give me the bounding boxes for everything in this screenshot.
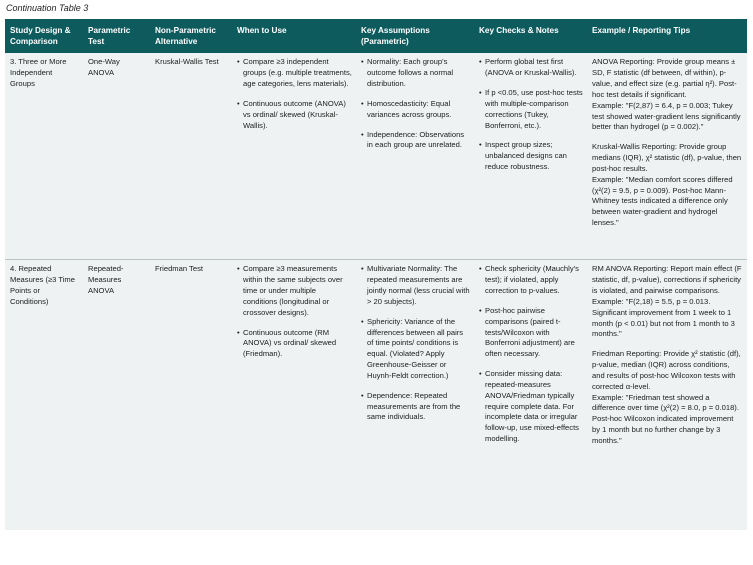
cell-when [232,53,356,260]
header-key-assumptions: Key Assumptions (Parametric) [356,19,474,53]
reporting-text: Friedman Reporting: Provide χ² statistic (df), p-value, median (IQR) across conditions, and results of post-hoc Wilcoxon tests with corrected α-level. [592,349,741,391]
cell-design: 4. Repeated Measures (≥3 Time Points or Conditions) [5,260,83,531]
statistical-tests-table [5,19,747,530]
list-item: • Multivariate Normality: The repeated measurements are jointly normal (less crucial with > 20 subjects). [361,264,470,307]
reporting-example: Example: "Median comfort scores differed (χ²(2) = 9.5, p = 0.009). Post-hoc Mann-Whitney tests indicated a difference only between water-gradient and hydrogel lenses." [592,174,733,228]
header-when-to-use: When to Use [232,19,356,53]
cell-assumptions [356,260,474,531]
list-item: • Post-hoc pairwise comparisons (paired t-tests/Wilcoxon with Bonferroni adjustment) are often necessary. [479,306,583,360]
cell-parametric: Repeated-Measures ANOVA [83,260,150,531]
list-item: • Continuous outcome (ANOVA) vs ordinal/ skewed (Kruskal-Wallis). [237,99,352,132]
cell-when [232,260,356,531]
header-parametric-test: Parametric Test [83,19,150,53]
list-item: • Homoscedasticity: Equal variances across groups. [361,99,470,121]
table-row [5,260,747,531]
reporting-text: Kruskal-Wallis Reporting: Provide group medians (IQR), χ² statistic (df), p-value, then post-hoc results. [592,142,742,173]
reporting-example: Example: "Friedman test showed a difference over time (χ²(2) = 8.0, p = 0.018). Post-hoc Wilcoxon indicated improvement by 1 month but no further change by 3 months." [592,392,739,445]
list-item: • Inspect group sizes; unbalanced designs can reduce robustness. [479,140,583,173]
list-item: • Compare ≥3 measurements within the same subjects over time or under multiple conditions (longitudinal or crossover designs). [237,264,352,318]
table-row [5,53,747,260]
cell-example [587,53,747,260]
list-item: • If p <0.05, use post-hoc tests with multiple-comparison corrections (Tukey, Bonferroni, etc.). [479,88,583,131]
reporting-example: Example: "F(2,87) = 6.4, p = 0.003; Tukey test showed water-gradient lens significantly better than hydrogel (p = 0.002)." [592,100,741,132]
cell-design: 3. Three or More Independent Groups [5,53,83,260]
cell-assumptions [356,53,474,260]
header-key-checks: Key Checks & Notes [474,19,587,53]
header-row [5,19,747,53]
list-item: • Independence: Observations in each group are unrelated. [361,130,470,152]
cell-nonparametric: Kruskal-Wallis Test [150,53,232,260]
list-item: • Sphericity: Variance of the differences between all pairs of time points/ conditions is equal. (Violated? Apply Greenhouse-Geisser or Huynh-Feldt correction.) [361,317,470,382]
list-item: • Continuous outcome (RM ANOVA) vs ordinal/ skewed (Friedman). [237,328,352,361]
cell-example [587,260,747,531]
cell-checks [474,53,587,260]
list-item: • Check sphericity (Mauchly's test); if violated, apply correction to p-values. [479,264,583,297]
cell-checks [474,260,587,531]
list-item: • Dependence: Repeated measurements are from the same individuals. [361,391,470,424]
header-non-parametric: Non-Parametric Alternative [150,19,232,53]
list-item: • Perform global test first (ANOVA or Kruskal-Wallis). [479,57,583,79]
list-item: • Normality: Each group's outcome follows a normal distribution. [361,57,470,90]
list-item: • Compare ≥3 independent groups (e.g. multiple treatments, age categories, lens materials). [237,57,352,90]
table-caption: Continuation Table 3 [6,3,89,13]
cell-parametric: One-Way ANOVA [83,53,150,260]
reporting-text: ANOVA Reporting: Provide group means ± SD, F statistic (df between, df within), p-value, and effect size (e.g. partial η²). Post-hoc test details if significant. [592,57,737,99]
list-item: • Consider missing data: repeated-measures ANOVA/Friedman typically require complete data. For incomplete data or irregular follow-up, use mixed-effects modelling. [479,369,583,445]
header-study-design: Study Design & Comparison [5,19,83,53]
reporting-example: Example: "F(2,18) = 5.5, p = 0.013. Significant improvement from 1 week to 1 month (p < 0.01) but not from 1 month to 3 months." [592,296,735,339]
reporting-text: RM ANOVA Reporting: Report main effect (F statistic, df, p-value), corrections if sphericity is violated, and pairwise comparisons. [592,264,742,295]
cell-nonparametric: Friedman Test [150,260,232,531]
header-example-reporting: Example / Reporting Tips [587,19,747,53]
